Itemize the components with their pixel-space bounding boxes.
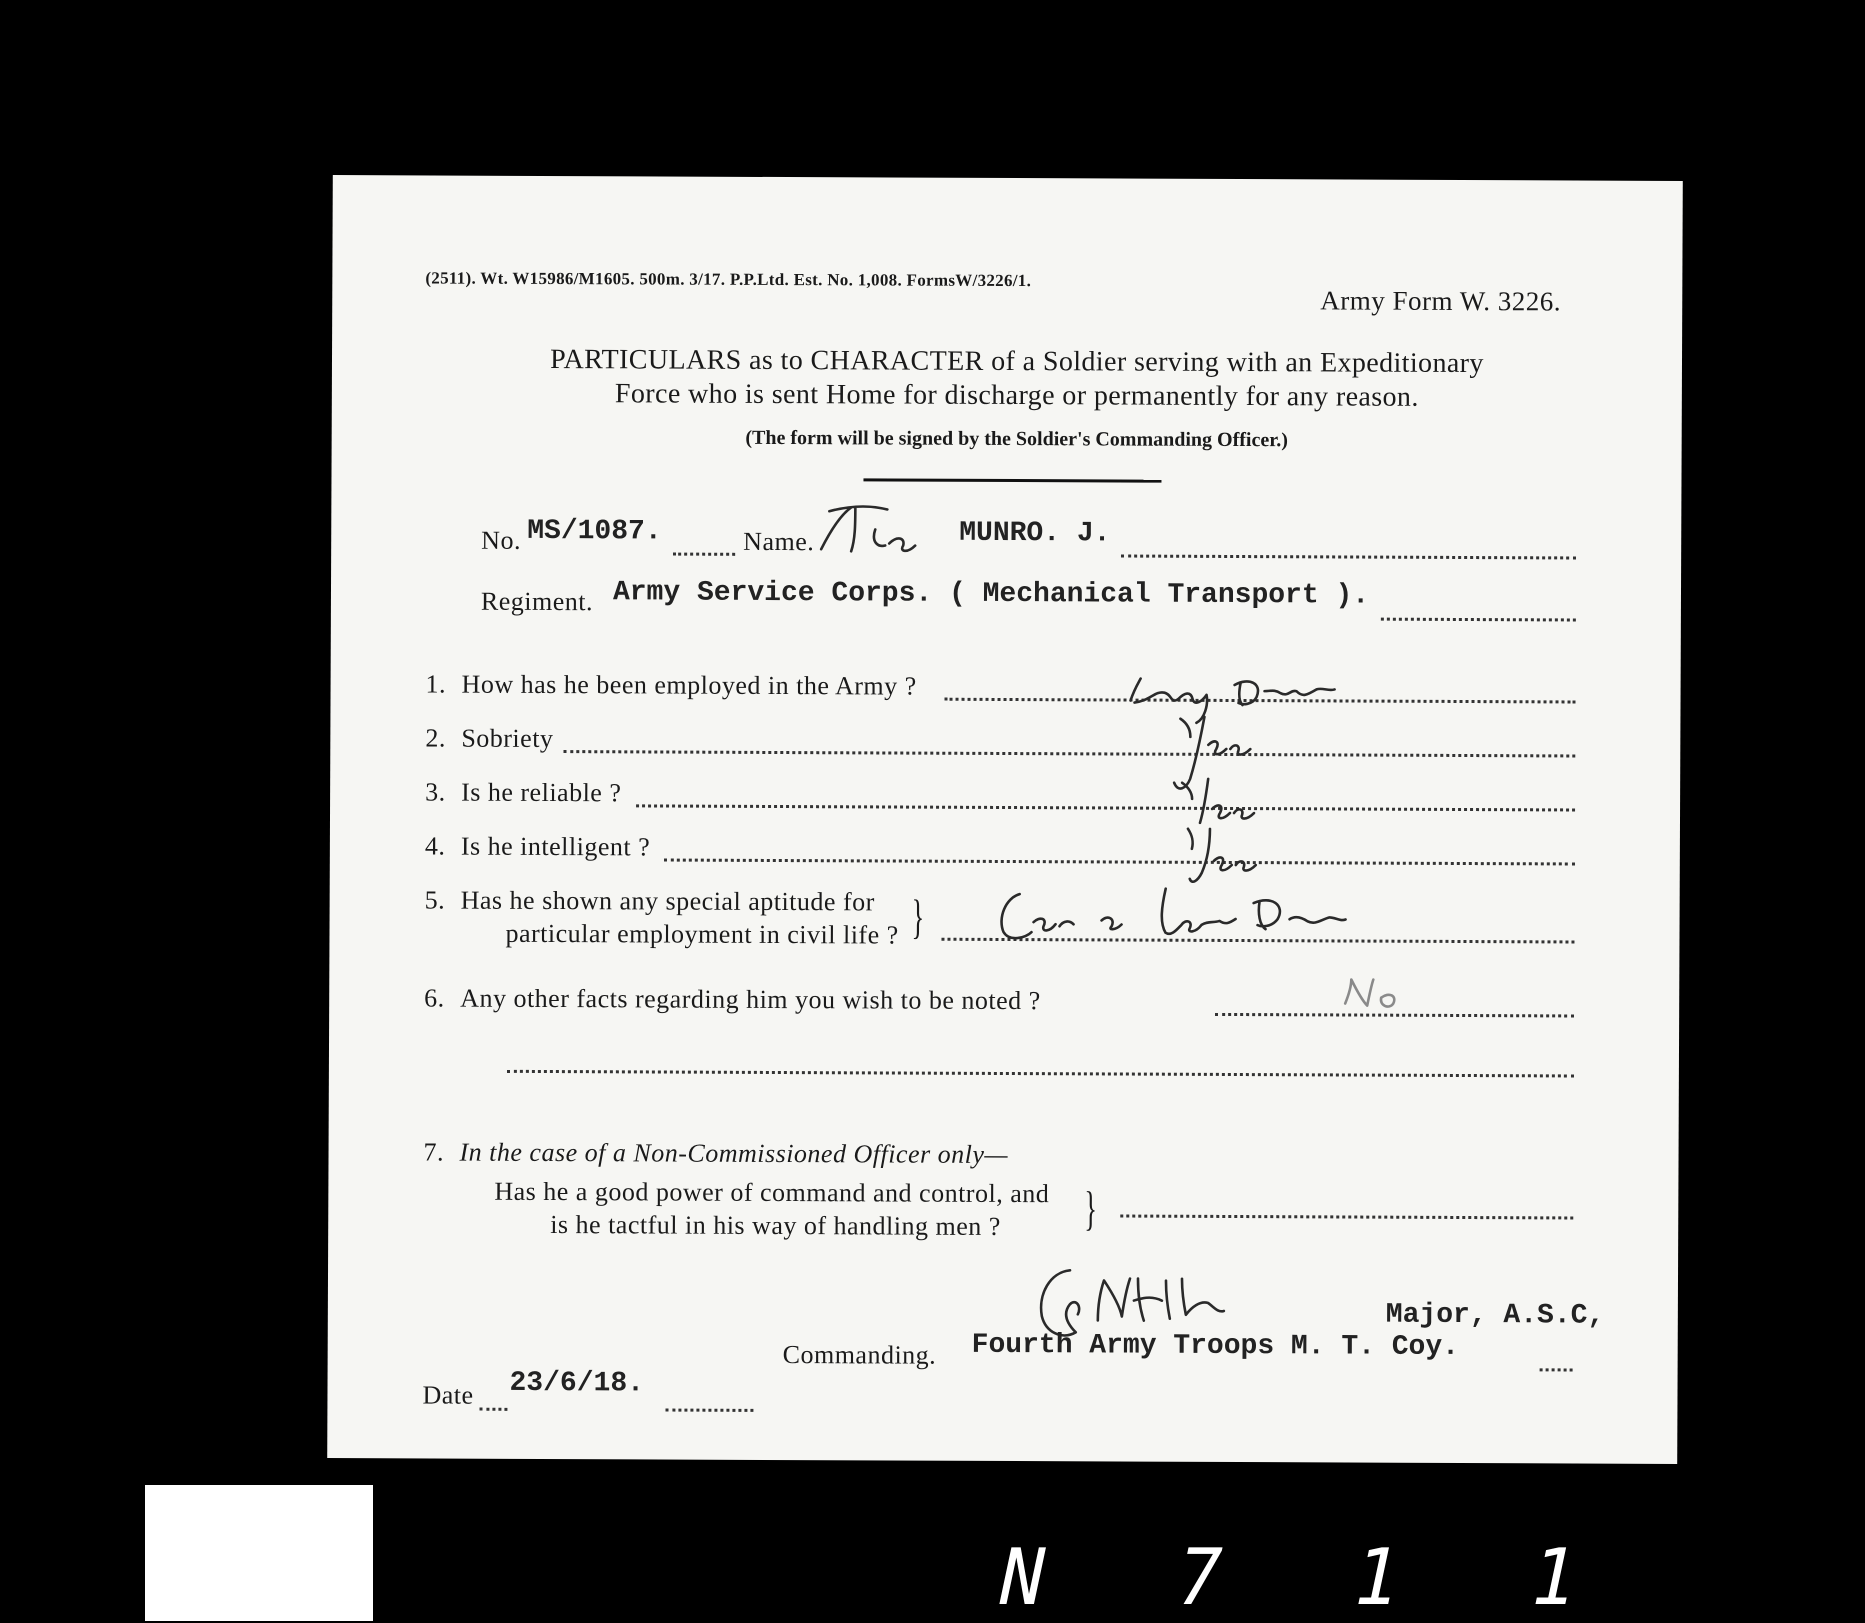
q5-answer-handwriting <box>989 878 1349 960</box>
soldier-name: MUNRO. J. <box>959 517 1111 550</box>
q6-text: Any other facts regarding him you wish to be noted ? <box>460 983 1041 1016</box>
q2-text: Sobriety <box>461 723 554 754</box>
name-dots <box>1121 555 1576 560</box>
commanding-dots <box>1540 1368 1573 1371</box>
regiment-dots <box>1381 618 1576 622</box>
q5-number: 5. <box>424 885 446 915</box>
commanding-label: Commanding. <box>782 1340 937 1370</box>
army-form-card <box>327 175 1683 1464</box>
q1-number: 1. <box>425 669 447 699</box>
q5-brace: } <box>911 890 925 944</box>
q1-text: How has he been employed in the Army ? <box>461 669 917 701</box>
q7-text-line2: is he tactful in his way of handling men ? <box>550 1210 1001 1241</box>
signature-rank: Major, A.S.C, <box>1385 1299 1605 1332</box>
soldier-number: MS/1087. <box>527 515 662 548</box>
q4-number: 4. <box>424 831 446 861</box>
q7-italic-heading: In the case of a Non-Commissioned Officer only— <box>459 1137 1009 1170</box>
no-label: No. <box>481 525 522 555</box>
heading-line-1: PARTICULARS as to CHARACTER of a Soldier serving with an Expeditionary <box>550 344 1484 380</box>
white-label-patch <box>145 1485 373 1621</box>
q6-number: 6. <box>424 983 445 1013</box>
q6-dots-line2 <box>507 1070 1574 1078</box>
name-label: Name. <box>743 526 815 557</box>
heading-line-2: Force who is sent Home for discharge or permanently for any reason. <box>614 378 1419 413</box>
q5-text-line2: particular employment in civil life ? <box>505 918 899 950</box>
regiment-value: Army Service Corps. ( Mechanical Transport ). <box>612 577 1370 612</box>
date-label: Date <box>422 1380 474 1410</box>
q2-number: 2. <box>425 723 446 753</box>
printer-imprint: (2511). Wt. W15986/M1605. 500m. 3/17. P.P.Ltd. Est. No. 1,008. FormsW/3226/1. <box>425 268 1032 291</box>
q3-dots <box>636 804 1575 811</box>
date-value: 23/6/18. <box>509 1367 645 1400</box>
q3-text: Is he reliable ? <box>461 777 622 808</box>
regiment-label: Regiment. <box>480 586 594 617</box>
q7-brace: } <box>1084 1182 1098 1236</box>
sheet-number: N 7 1 1 <box>990 1532 1630 1623</box>
date-dots-left <box>479 1408 507 1411</box>
q7-number: 7. <box>423 1137 445 1167</box>
q6-answer-handwriting <box>1337 969 1417 1019</box>
rank-handwriting <box>811 499 921 559</box>
signing-note: (The form will be signed by the Soldier's Commanding Officer.) <box>745 426 1289 452</box>
q4-text: Is he intelligent ? <box>460 831 651 862</box>
q3-number: 3. <box>425 777 446 807</box>
heading-rule <box>863 478 1161 482</box>
q5-text-line1: Has he shown any special aptitude for <box>460 885 875 917</box>
q7-dots <box>1120 1215 1573 1220</box>
q2-dots <box>563 750 1575 757</box>
commanding-unit: Fourth Army Troops M. T. Coy. <box>971 1329 1460 1363</box>
form-number: Army Form W. 3226. <box>1320 285 1562 317</box>
date-dots-right <box>665 1409 753 1412</box>
no-dots <box>673 553 735 556</box>
q4-dots <box>664 859 1575 866</box>
q7-text-line1: Has he a good power of command and control, and <box>494 1176 1050 1209</box>
